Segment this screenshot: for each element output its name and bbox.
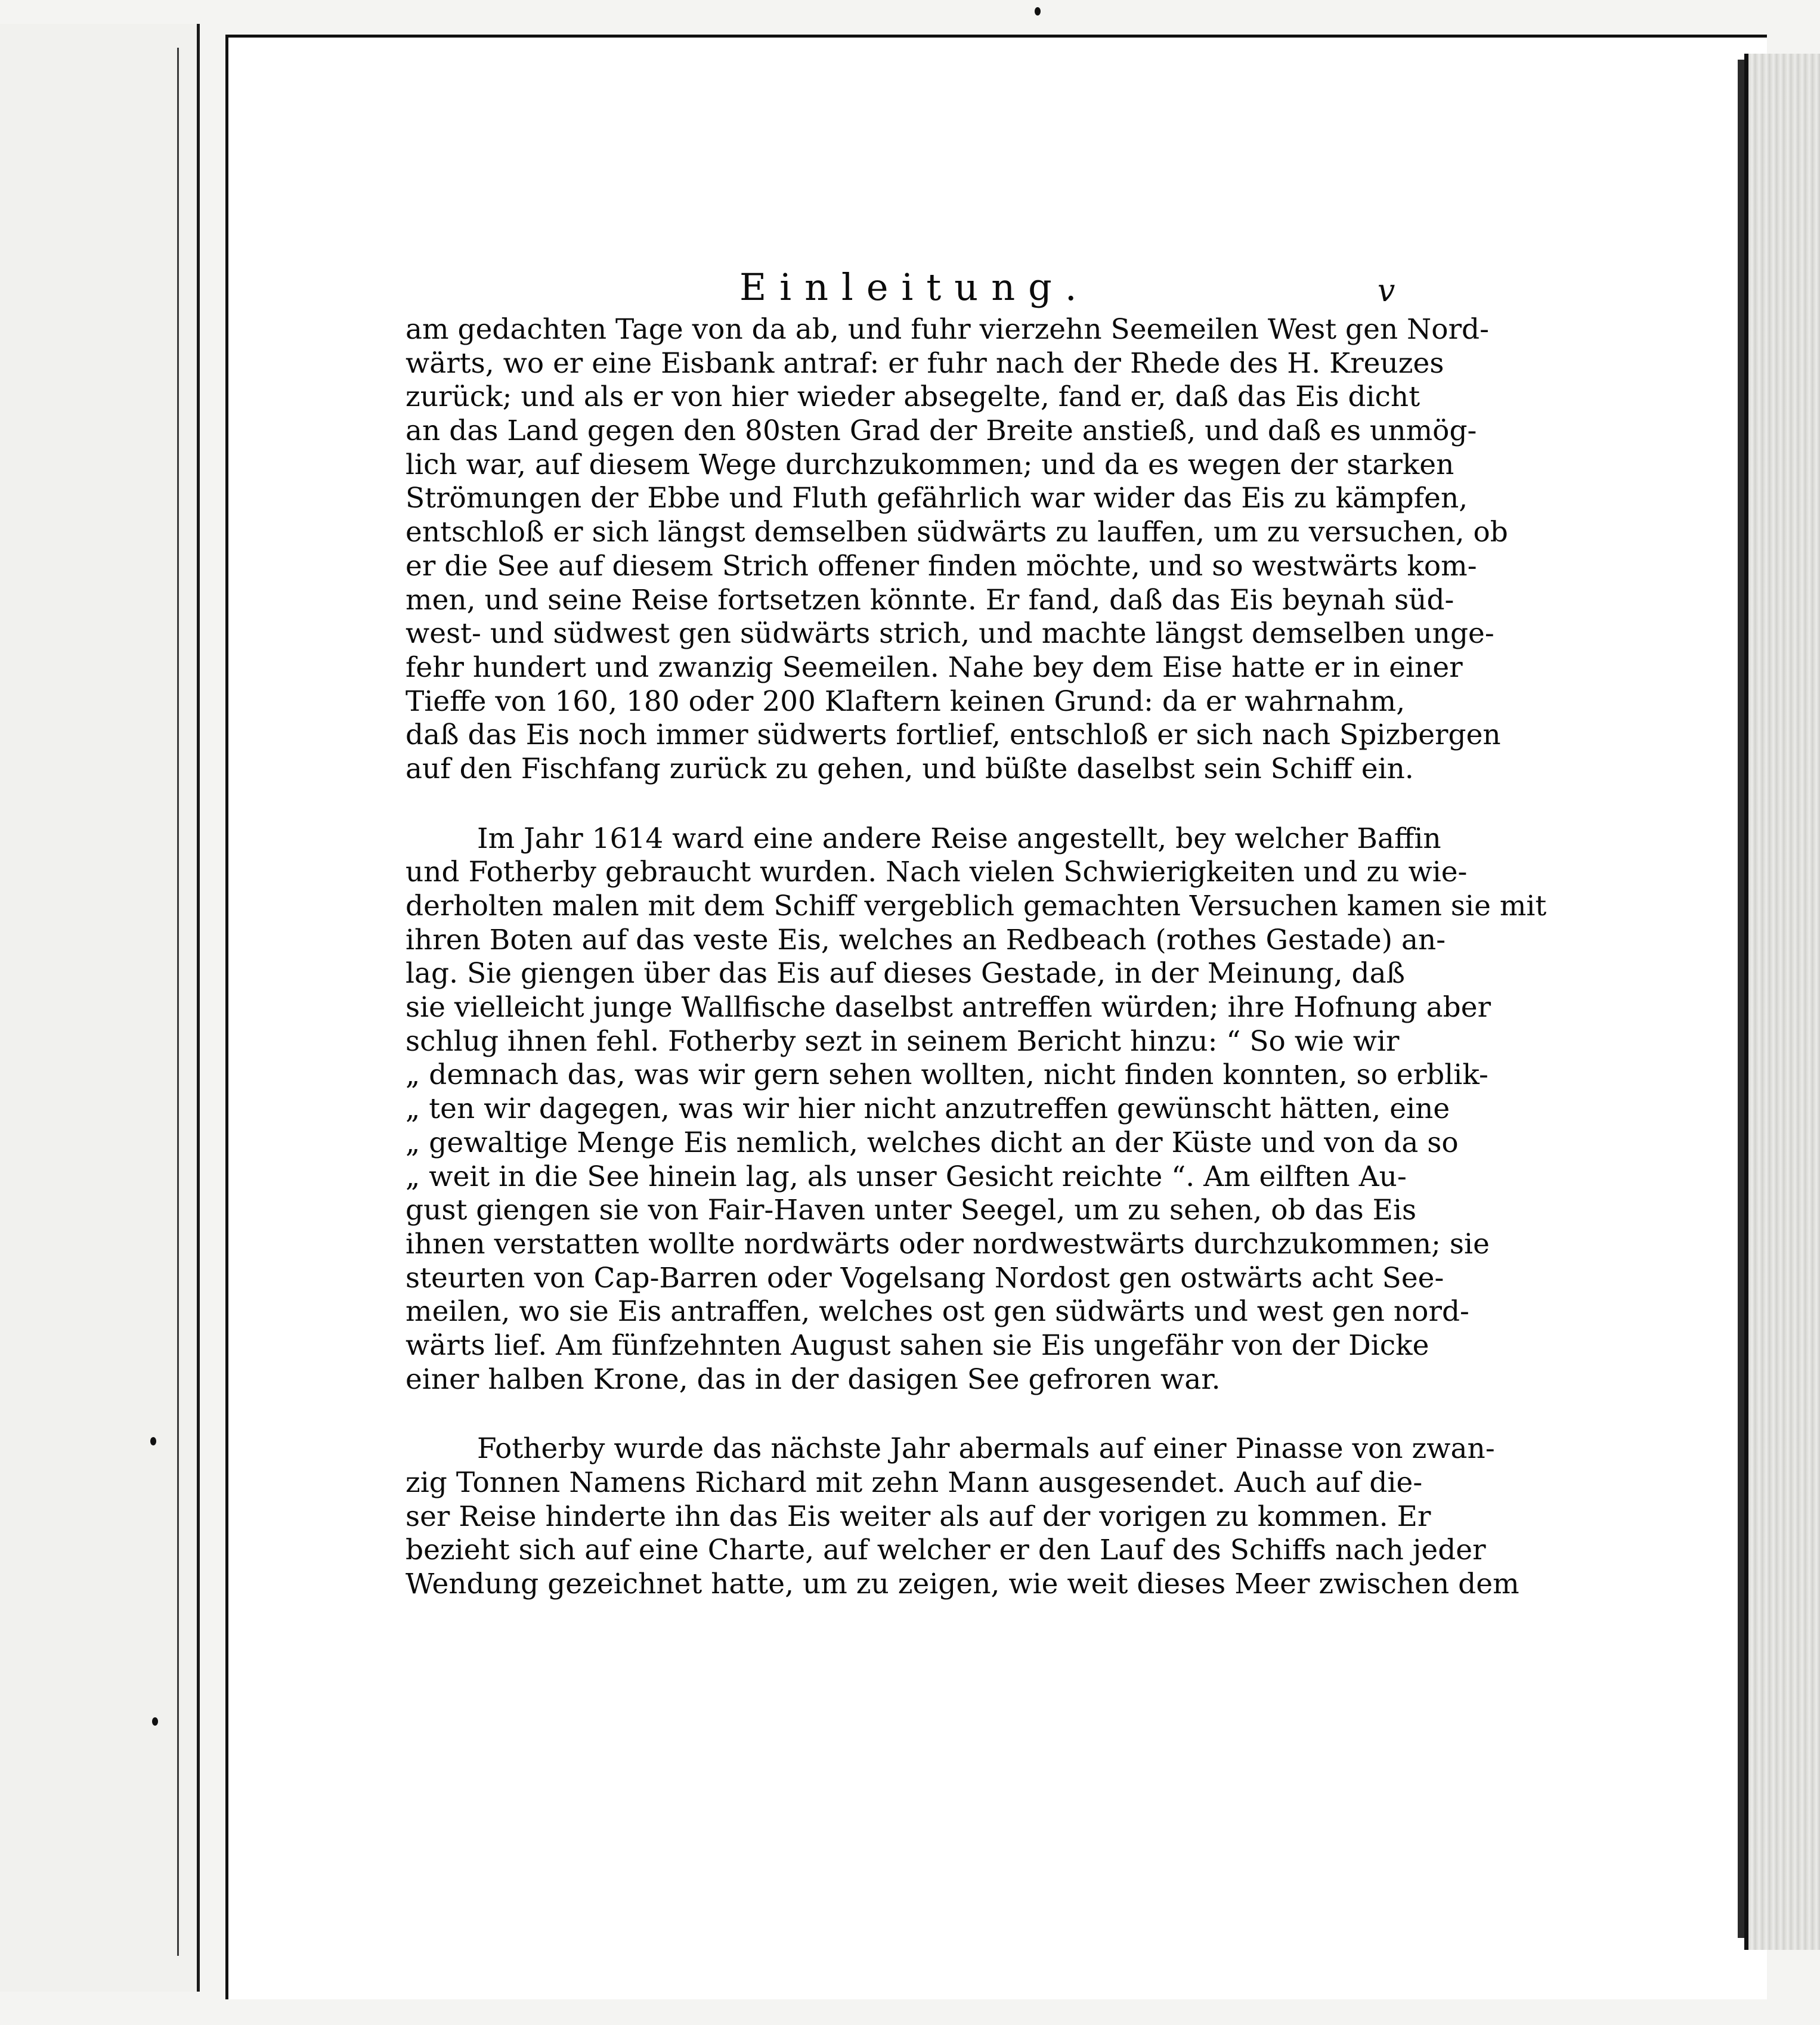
text-line: wärts lief. Am fünfzehnten August sahen sie Eis ungefähr von der Dicke (406, 1329, 1429, 1362)
body-text (406, 313, 1547, 1602)
book-fore-edge (1744, 54, 1820, 1950)
text-line: lag. Sie giengen über das Eis auf dieses Gestade, in der Meinung, daß (406, 957, 1405, 990)
text-line: fehr hundert und zwanzig Seemeilen. Nahe bey dem Eise hatte er in einer (406, 651, 1463, 684)
text-line: wärts, wo er eine Eisbank antraf: er fuhr nach der Rhede des H. Kreuzes (406, 346, 1444, 380)
ink-speck (152, 1717, 158, 1726)
facing-page-edge (0, 24, 200, 1992)
text-line: „ demnach das, was wir gern sehen wollten, nicht finden konnten, so erblik- (406, 1058, 1488, 1092)
text-line: schlug ihnen fehl. Fotherby sezt in seinem Bericht hinzu: “ So wie wir (406, 1024, 1400, 1058)
text-line: steurten von Cap-Barren oder Vogelsang Nordost gen ostwärts acht See- (406, 1261, 1444, 1295)
paragraph-3 (406, 1432, 1519, 1601)
text-line: „ ten wir dagegen, was wir hier nicht anzutreffen gewünscht hätten, eine (406, 1092, 1450, 1126)
page-gutter-line (177, 48, 179, 1956)
text-line: entschloß er sich längst demselben südwärts zu lauffen, um zu versuchen, ob (406, 516, 1508, 549)
text-line: west- und südwest gen südwärts strich, und machte längst demselben unge- (406, 617, 1494, 651)
text-line: lich war, auf diesem Wege durchzukommen; und da es wegen der starken (406, 448, 1454, 481)
text-line: meilen, wo sie Eis antraffen, welches ost gen südwärts und west gen nord- (406, 1295, 1469, 1329)
text-line: Fotherby wurde das nächste Jahr abermals auf einer Pinasse von zwan- (477, 1432, 1495, 1466)
text-line: Im Jahr 1614 ward eine andere Reise angestellt, bey welcher Baffin (477, 822, 1441, 855)
text-line: er die See auf diesem Strich offener finden möchte, und so westwärts kom- (406, 549, 1477, 583)
ink-speck (1035, 7, 1041, 16)
text-line: Wendung gezeichnet hatte, um zu zeigen, wie weit dieses Meer zwischen dem (406, 1568, 1519, 1601)
text-line: Strömungen der Ebbe und Fluth gefährlich war wider das Eis zu kämpfen, (406, 482, 1468, 515)
text-line: auf den Fischfang zurück zu gehen, und büßte daselbst sein Schiff ein. (406, 752, 1414, 785)
text-line: „ weit in die See hinein lag, als unser Gesicht reichte “. Am eilften Au- (406, 1160, 1407, 1193)
page-number: v (1378, 273, 1395, 309)
paragraph-2 (406, 822, 1547, 1397)
text-line: Tieffe von 160, 180 oder 200 Klaftern keinen Grund: da er wahrnahm, (406, 685, 1406, 718)
text-line: sie vielleicht junge Wallfische daselbst antreffen würden; ihre Hofnung aber (406, 991, 1491, 1024)
text-line: daß das Eis noch immer südwerts fortlief, entschloß er sich nach Spizbergen (406, 719, 1501, 752)
text-line: gust giengen sie von Fair-Haven unter Seegel, um zu sehen, ob das Eis (406, 1194, 1417, 1227)
text-line: ser Reise hinderte ihn das Eis weiter als auf der vorigen zu kommen. Er (406, 1500, 1431, 1533)
text-line: an das Land gegen den 80sten Grad der Breite anstieß, und daß es unmög- (406, 414, 1477, 448)
text-line: zig Tonnen Namens Richard mit zehn Mann ausgesendet. Auch auf die- (406, 1466, 1423, 1499)
paragraph-1 (406, 313, 1508, 787)
text-line: am gedachten Tage von da ab, und fuhr vierzehn Seemeilen West gen Nord- (406, 313, 1490, 346)
text-line: bezieht sich auf eine Charte, auf welcher er den Lauf des Schiffs nach jeder (406, 1534, 1486, 1567)
text-line: men, und seine Reise fortsetzen könnte. Er fand, daß das Eis beynah süd- (406, 583, 1454, 617)
text-line: ihren Boten auf das veste Eis, welches an Redbeach (rothes Gestade) an- (406, 923, 1446, 956)
running-title: Einleitung. (739, 265, 1090, 309)
text-line: ihnen verstatten wollte nordwärts oder nordwestwärts durchzukommen; sie (406, 1227, 1490, 1261)
text-line: einer halben Krone, das in der dasigen See gefroren war. (406, 1363, 1221, 1396)
ink-speck (150, 1437, 156, 1445)
text-line: zurück; und als er von hier wieder absegelte, fand er, daß das Eis dicht (406, 380, 1420, 414)
text-line: „ gewaltige Menge Eis nemlich, welches dicht an der Küste und von da so (406, 1126, 1459, 1159)
text-line: und Fotherby gebraucht wurden. Nach vielen Schwierigkeiten und zu wie- (406, 856, 1468, 889)
text-line: derholten malen mit dem Schiff vergeblich gemachten Versuchen kamen sie mit (406, 890, 1547, 922)
